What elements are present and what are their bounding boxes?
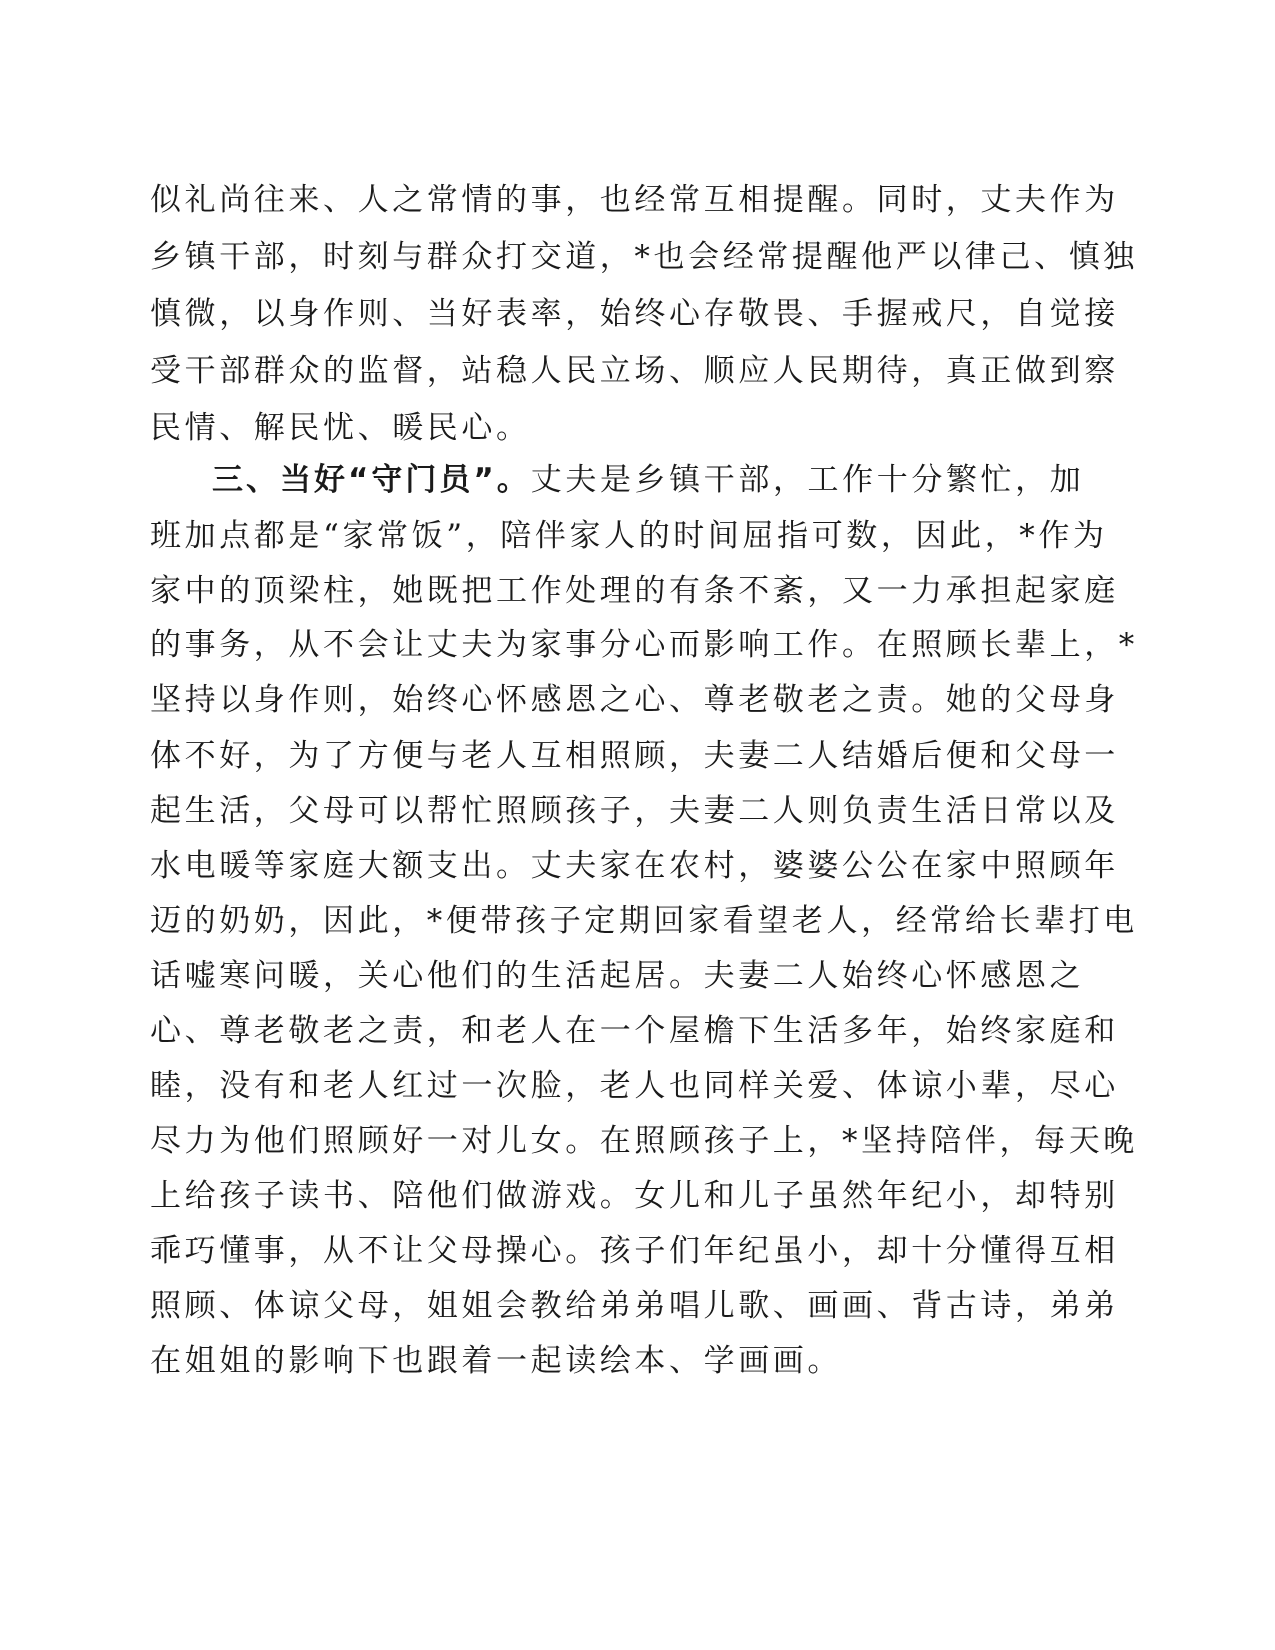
body-line: 照顾、体谅父母，姐姐会教给弟弟唱儿歌、画画、背古诗，弟弟 (150, 1288, 1119, 1324)
body-line: 坚持以身作则，始终心怀感恩之心、尊老敬老之责。她的父母身 (150, 682, 1119, 718)
body-line: 体不好，为了方便与老人互相照顾，夫妻二人结婚后便和父母一 (150, 738, 1119, 774)
section-heading-line (212, 452, 1084, 508)
body-line: 起生活，父母可以帮忙照顾孩子，夫妻二人则负责生活日常以及 (150, 793, 1119, 829)
body-line: 迈的奶奶，因此，*便带孩子定期回家看望老人，经常给长辈打电 (150, 903, 1138, 939)
body-line: 家中的顶梁柱，她既把工作处理的有条不紊，又一力承担起家庭 (150, 573, 1119, 609)
body-line: 乡镇干部，时刻与群众打交道，*也会经常提醒他严以律己、慎独 (150, 239, 1138, 275)
body-line: 的事务，从不会让丈夫为家事分心而影响工作。在照顾长辈上，* (150, 627, 1138, 663)
body-line: 乖巧懂事，从不让父母操心。孩子们年纪虽小，却十分懂得互相 (150, 1233, 1119, 1269)
body-line: 民情、解民忧、暖民心。 (150, 410, 531, 446)
body-line: 班加点都是“家常饭”，陪伴家人的时间屈指可数，因此，*作为 (150, 518, 1108, 554)
body-line: 受干部群众的监督，站稳人民立场、顺应人民期待，真正做到察 (150, 353, 1119, 389)
section-heading: 三、当好“守门员”。 (212, 462, 531, 498)
body-line: 尽力为他们照顾好一对儿女。在照顾孩子上，*坚持陪伴，每天晚 (150, 1123, 1138, 1159)
body-line: 话嘘寒问暖，关心他们的生活起居。夫妻二人始终心怀感恩之 (150, 958, 1085, 994)
body-line: 上给孩子读书、陪他们做游戏。女儿和儿子虽然年纪小，却特别 (150, 1178, 1119, 1214)
heading-paragraph-text: 丈夫是乡镇干部，工作十分繁忙，加 (530, 462, 1085, 498)
body-line: 在姐姐的影响下也跟着一起读绘本、学画画。 (150, 1343, 842, 1379)
body-line: 心、尊老敬老之责，和老人在一个屋檐下生活多年，始终家庭和 (150, 1013, 1119, 1049)
body-line: 水电暖等家庭大额支出。丈夫家在农村，婆婆公公在家中照顾年 (150, 848, 1119, 884)
body-line: 睦，没有和老人红过一次脸，老人也同样关爱、体谅小辈，尽心 (150, 1068, 1119, 1104)
body-line: 慎微，以身作则、当好表率，始终心存敬畏、手握戒尺，自觉接 (150, 296, 1119, 332)
body-line: 似礼尚往来、人之常情的事，也经常互相提醒。同时，丈夫作为 (150, 182, 1119, 218)
